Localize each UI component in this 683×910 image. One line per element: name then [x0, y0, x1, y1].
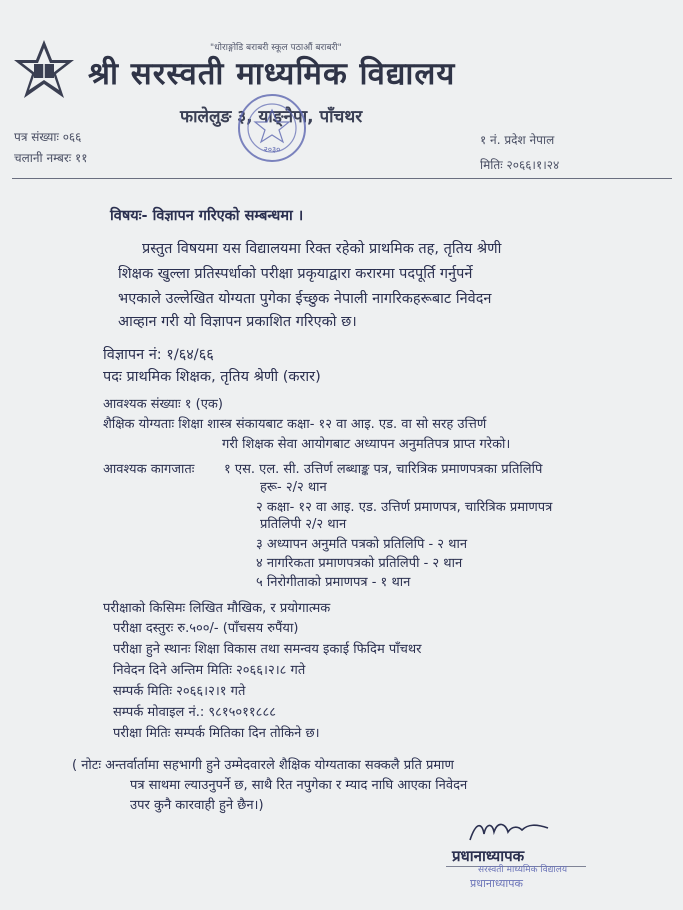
dispatch-number: चलानी नम्बरः ११ [14, 151, 88, 165]
document-item-2: २ कक्षा- १२ वा आइ. एड. उत्तिर्ण प्रमाणपत्र, चारित्रिक प्रमाणपत्र [256, 500, 553, 515]
exam-fee: परीक्षा दस्तुरः रु.५००/- (पाँचसय रुपैंया) [113, 621, 299, 636]
document-item-1-cont: हरू- २/२ थान [260, 480, 327, 495]
intro-line-3: भएकाले उल्लेखित योग्यता पुगेका ईच्छुक नेपाली नागरिकहरूबाट निवेदन [118, 291, 492, 307]
documents-label: आवश्यक कागजातः [103, 462, 195, 477]
intro-line-4: आव्हान गरी यो विज्ञापन प्रकाशित गरिएको छ। [118, 314, 357, 330]
ref-number: पत्र संख्याः ०६६ [14, 130, 82, 144]
principal-title: प्रधानाध्यापक [452, 847, 525, 865]
intro-line-1: प्रस्तुत विषयमा यस विद्यालयमा रिक्त रहेको प्राथमिक तह, तृतिय श्रेणी [142, 241, 502, 257]
qualification-line-1: शैक्षिक योग्यताः शिक्षा शास्त्र संकायबाट कक्षा- १२ वा आइ. एड. वा सो सरह उत्तिर्ण [103, 417, 487, 432]
principal-stamp-title: प्रधानाध्यापक [470, 877, 523, 890]
qualification-line-2: गरी शिक्षक सेवा आयोगबाट अध्यापन अनुमतिपत्र प्राप्त गरेको। [222, 437, 511, 452]
document-item-3: ३ अध्यापन अनुमति पत्रको प्रतिलिपि - २ थान [256, 537, 468, 552]
letter-date: मितिः २०६६।१।२४ [480, 158, 560, 172]
stamp-year: २०३० [263, 145, 281, 154]
school-name: श्री सरस्वती माध्यमिक विद्यालय [88, 56, 456, 92]
note-line-3: उपर कुनै कारवाही हुने छैन।) [130, 798, 264, 813]
exam-date: परीक्षा मितिः सम्पर्क मितिका दिन तोकिने छ। [113, 726, 320, 741]
note-line-1: ( नोटः अन्तर्वार्तामा सहभागी हुने उम्मेदवारले शैक्षिक योग्यताका सक्कलै प्रति प्रमाण [72, 758, 454, 773]
note-line-2: पत्र साथमा ल्याउनुपर्ने छ, साथै रित नपुगेका र म्याद नाघि आएका निवेदन [130, 778, 468, 793]
ad-number: विज्ञापन नं: १/६४/६६ [103, 347, 214, 363]
contact-mobile: सम्पर्क मोवाइल नं.: ९८१५०११८८८ [113, 705, 276, 720]
document-item-5: ५ निरोगीताको प्रमाणपत्र - १ थान [256, 575, 411, 590]
application-last-date: निवेदन दिने अन्तिम मितिः २०६६।२।८ गते [113, 663, 306, 678]
province-label: १ नं. प्रदेश नेपाल [480, 133, 555, 147]
school-slogan: "धोराङ्गोडि बराबरी स्कूल पठाऔं बराबरी" [210, 43, 342, 53]
principal-signature [466, 818, 552, 846]
letterhead-divider [12, 178, 672, 179]
school-address: फालेलुङ ३, याङ्नैपा, पाँचथर [180, 107, 363, 127]
subject-line: विषयः- विज्ञापन गरिएको सम्बन्धमा । [110, 208, 304, 224]
exam-type: परीक्षाको किसिमः लिखित मौखिक, र प्रयोगात्मक [103, 601, 331, 616]
exam-venue: परीक्षा हुने स्थानः शिक्षा विकास तथा समन्वय इकाई फिदिम पाँचथर [113, 642, 422, 657]
intro-line-2: शिक्षक खुल्ला प्रतिस्पर्धाको परीक्षा प्रकृयाद्वारा करारमा पदपूर्ति गर्नुपर्ने [118, 266, 473, 282]
nepal-star-book-emblem-icon [12, 38, 76, 102]
school-round-seal-icon [236, 92, 308, 164]
contact-date: सम्पर्क मितिः २०६६।२।१ गते [113, 684, 246, 699]
document-item-4: ४ नागरिकता प्रमाणपत्रको प्रतिलिपी - २ थान [256, 556, 463, 571]
vacancy-count: आवश्यक संख्याः १ (एक) [103, 397, 223, 412]
document-item-1: १ एस. एल. सी. उत्तिर्ण लब्धाङ्क पत्र, चारित्रिक प्रमाणपत्रका प्रतिलिपि [224, 462, 543, 477]
document-item-2-cont: प्रतिलिपी २/२ थान [260, 517, 347, 532]
post-title: पदः प्राथमिक शिक्षक, तृतिय श्रेणी (करार) [103, 369, 321, 385]
principal-stamp-school: सरस्वती माध्यमिक विद्यालय [478, 865, 568, 875]
